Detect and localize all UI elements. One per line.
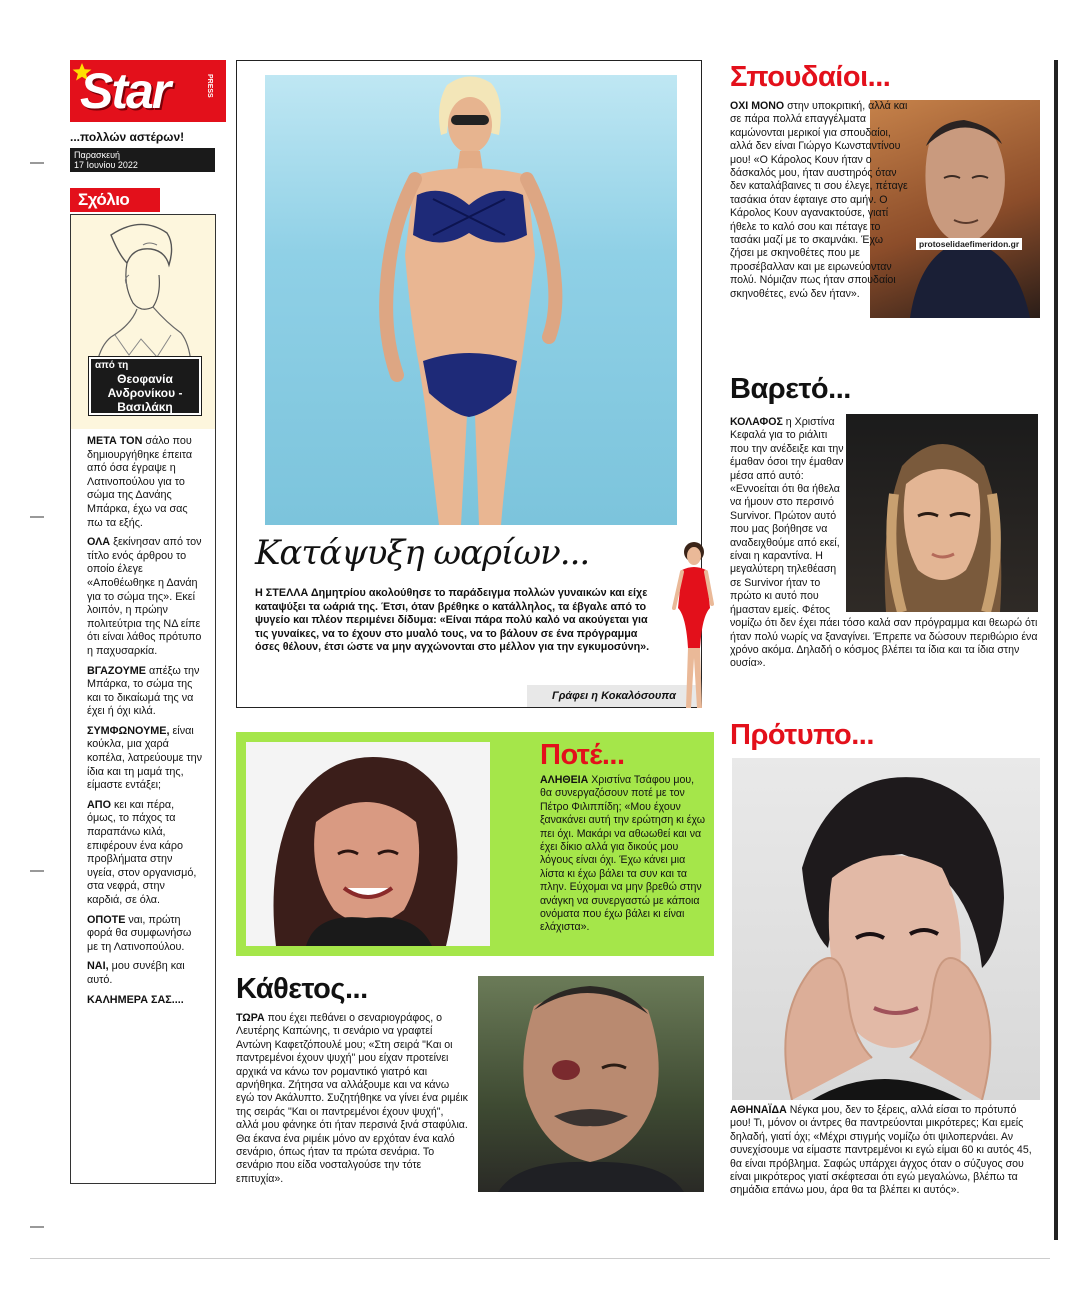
column-signoff: ΚΑΛΗΜΕΡΑ ΣΑΣ.... [87, 993, 184, 1006]
vareto-body [730, 416, 1048, 706]
column-header-title: Σχόλιο [78, 190, 130, 209]
column-paragraph: ΒΓΑΖΟΥΜΕ απέξω την Μπάρκα, το σώμα της και το δικαίωμά της να έχει ή όχι κιλά. [87, 664, 200, 718]
kathetos-headline: Κάθετος... [236, 973, 368, 1005]
feature-photo-beach [265, 75, 677, 525]
vareto-float-spacer [844, 416, 1048, 612]
date-day: Παρασκευή [74, 150, 121, 160]
spoudaioi-float-spacer [908, 100, 1048, 322]
column-paragraph: ΑΠΟ κει και πέρα, όμως, το πάχος τα παραπάνω κιλά, επιφέρουν ένα κάρο προβλήματα στην υγεία, στον οργανισμό, στα νεφρά, στην καρδιά, σε όλα. [87, 798, 197, 906]
crop-mark [30, 516, 44, 518]
columnist-portrait-illustration [71, 215, 215, 365]
masthead [70, 60, 226, 178]
logo-sub: PRESS [206, 74, 213, 98]
column-paragraph: ΜΕΤΑ ΤΟΝ σάλο που δημιουργήθηκε έπειτα από όσα έγραψε η Λατινοπούλου για το σώμα της Δανάης Μπάρκα, έχω να σας πω τα εξής. [87, 435, 193, 529]
spoudaioi-lead: ΟΧΙ ΜΟΝΟ [730, 100, 785, 112]
feature-text: Δημητρίου ακολούθησε το παράδειγμα πολλών γυναικών και είχε καταψύξει τα ωάριά της. Έτσι, όταν βρέθηκε ο κατάλληλος, τα έβγαλε από το ψυγείο και πλέον περιμένει δίδυμα: «Είναι πάρα πολύ καλό να ακούγεται για τις γυναίκες, να το έχουν στο μυαλό τους, να το βάλουν σε ένα πρόγραμμα όσες θέλουν, έτσι ώστε να μην αγχώνονται στο μέλλον για την εγκυμοσύνη». [255, 587, 650, 654]
logo-text: Star [80, 63, 170, 119]
woman-with-hands-on-face-portrait [732, 758, 1040, 1100]
middle-aged-man-portrait [478, 976, 704, 1192]
column-paragraph: ΣΥΜΦΩΝΟΥΜΕ, είναι κούκλα, μια χαρά κοπέλα, λατρεύουμε την ίδια και τη μαμά της, είμαστε εντάξει; [87, 724, 203, 792]
vareto-text: η Χριστίνα Κεφαλά για το ριάλιτι που την ανέδειξε και την έμαθαν όσοι την έμαθαν μέσα από αυτό: «Εννοείται ότι θα ήθελα να ήμουν στο περσινό Survivor. Πρώτον αυτό που μας βοήθησε να αναδειχθούμε από εκεί, είναι η καραντίνα. Η μεγαλύτερη τηλεθέαση σε Survivor ήταν το πρώτο κι αυτό που ήμασταν εμείς. Φέτος νομίζω ότι δεν έχει πάει τόσο καλά σαν πρόγραμμα και θεωρώ ότι ήταν πολύ νωρίς να ξαναγίνει. Έπρεπε να δώσουν περιθώριο ένα χρόνο ακόμα. Δηλαδή ο κόσμος βλέπει τα ίδια και τα ίδια στην ουσία». [730, 416, 1038, 670]
crop-mark [30, 870, 44, 872]
watermark: protoselidaefimeridon.gr [916, 238, 1022, 250]
protypo-headline: Πρότυπο... [730, 719, 874, 751]
kathetos-text: που έχει πεθάνει ο σεναριογράφος, ο Λευτέρης Καπώνης, τι σενάριο να γραφτεί Αντώνη Καφετζόπουλέ μου; «Στη σειρά "Και οι παντρεμένοι έχουν ψυχή" μου είχαν προτείνει αρχικά να κάνω τον ρομαντικό γιατρό και αρνήθηκα. Ζήτησα να αλλάξουμε και να κάνω εγώ τον Ακάλυπτο. Συζητήθηκε να γίνει ένα ριμέικ της σειράς "Και οι παντρεμένοι έχουν ψυχή", αλλά μου φάνηκε ότι ήταν περσινά ξινά σταφύλια. Θα έκανα ένα ριμέικ μόνο αν ερχόταν ένα καλό σενάριο, όπως ήταν τα πρώτα σενάρια. Το σενάριο που είδα νοσταλγούσε την τότε επιτυχία». [236, 1012, 468, 1185]
crop-mark [30, 1226, 44, 1228]
spoudaioi-headline: Σπουδαίοι... [730, 61, 891, 93]
feature-headline: Κατάψυξη ωαρίων... [255, 533, 590, 573]
bottom-rule [30, 1258, 1050, 1259]
column-body [87, 435, 203, 1013]
byline-name: Θεοφανία Ανδρονίκου - Βασιλάκη [107, 372, 183, 414]
column-header [70, 188, 160, 212]
kathetos-lead: ΤΩΡΑ [236, 1012, 265, 1024]
spoudaioi-text: στην υποκριτική, αλλά και σε πάρα πολλά επαγγέλματα καμώνονται μερικοί για σπουδαίοι, αλλά δεν είναι Γιώργο Κωνσταντίνου μου! «Ο Κάρολος Κουν ήταν ο δάσκαλός μου, ήταν αυστηρός όταν δεν καταλάβαινες τι σου έλεγε, πέταγε τασάκια όταν έφταιγε στο αμήν. Ο Κάρολος Κουν αγανακτούσε, γιατί ήθελε το καλό σου και πέταγε το τασάκι μαζί με το σκαμνάκι. Έχω ζήσει με σκηνοθέτες που με προσέβαλλαν και με ειρωνεύονταν πολύ. Νόμιζαν πως ήταν σπουδαίοι σκηνοθέτες, ενώ δεν ήταν». [730, 100, 908, 300]
kathetos-photo-man-eye-injury [478, 976, 704, 1192]
protypo-lead: ΑΘΗΝΑΪΔΑ [730, 1104, 787, 1116]
pote-body [540, 774, 706, 935]
pote-photo-curly-woman [246, 742, 490, 946]
pote-text: Χριστίνα Τσάφου μου, θα συνεργαζόσουν ποτέ με τον Πέτρο Φιλιππίδη; «Μου έχουν ξανακάνει αυτή την ερώτηση κι έχω πει όχι. Μακάρι να αθωωθεί και να έχει δίκιο αλλά για δικούς μου λόγους είναι όχι. Έχω κάνει μια λίστα κι έχω βάλει τα συν και τα πλην. Εύχομαι να μην βρεθώ στην ανάγκη να συνεργαστώ με κάποια ονόματα που έχω βάλει κι είναι ελάχιστα». [540, 774, 706, 934]
tagline: ...πολλών αστέρων! [70, 130, 185, 144]
protypo-photo-woman-hands [732, 758, 1040, 1100]
column-paragraph: ΝΑΙ, μου συνέβη και αυτό. [87, 960, 185, 986]
kathetos-body [236, 1012, 468, 1186]
byline-prefix: από τη [95, 360, 129, 371]
column-paragraph: ΟΠΟΤΕ ναι, πρώτη φορά θα συμφωνήσω με τη Λατινοπούλου. [87, 913, 192, 953]
pote-lead: ΑΛΗΘΕΙΑ [540, 774, 589, 786]
right-edge-strip [1054, 60, 1058, 1240]
column-box [70, 214, 216, 1184]
pote-box [236, 732, 714, 956]
date-full: 17 Ιουνίου 2022 [74, 160, 138, 170]
pote-headline: Ποτέ... [540, 739, 625, 771]
curly-hair-woman-portrait [246, 742, 490, 946]
vareto-headline: Βαρετό... [730, 373, 851, 405]
protypo-text: Νέγκα μου, δεν το ξέρεις, αλλά είσαι το πρότυπό μου! Τι, μόνον οι άντρες θα παντρεύονται μικρότερες; Και εμείς δηλαδή, γιατί όχι; «Μέχρι στιγμής νομίζω ότι ψιλοπερνάει. Αν συνεχίσουμε να είμαστε παντρεμένοι κι εγώ είμαι 60 κι αυτός 45, θα είναι πρόβλημα. Σαφώς υπάρχει άγχος όταν ο σύζυγος σου είναι μικρότερος γιατί σκέφτεσαι ότι εγώ μεγαλώνω, βλέπω τα σημάδια επάνω μου, άρα θα τα βλέπει κι αυτός». [730, 1104, 1032, 1197]
crop-mark [30, 162, 44, 164]
vareto-lead: ΚΟΛΑΦΟΣ [730, 416, 783, 428]
red-dress-figure-illustration [670, 538, 716, 718]
star-logo [70, 60, 226, 122]
byline-box [89, 357, 201, 415]
spoudaioi-body [730, 100, 1048, 360]
feature-box [236, 60, 702, 708]
feature-byline-text: Γράφει η Κοκαλόσουπα [551, 690, 677, 702]
feature-lead: Η ΣΤΕΛΛΑ [255, 587, 309, 599]
bikini-woman-figure [265, 75, 677, 525]
column-paragraph: ΟΛΑ ξεκίνησαν από τον τίτλο ενός άρθρου το οποίο έλεγε «Αποθέωθηκε η Δανάη για το σώμα της». Εκεί λοιπόν, η πρώην πολιτεύτρια της ΝΔ είπε ότι είναι λάθος πρότυπο η παχυσαρκία. [87, 536, 202, 657]
feature-body [255, 587, 655, 655]
date-strip [70, 148, 215, 172]
protypo-body [730, 1104, 1040, 1198]
